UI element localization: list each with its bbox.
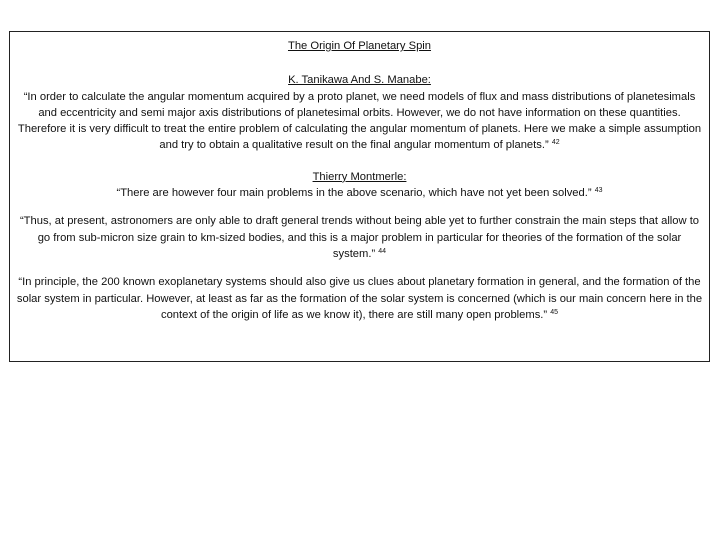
quote-paragraph	[10, 89, 709, 154]
quote-text: “There are however four main problems in the above scenario, which have not yet been solved.”	[116, 187, 592, 200]
footnote-ref: 44	[378, 247, 387, 255]
footnote-ref: 43	[594, 187, 603, 195]
quote-text: “Thus, at present, astronomers are only able to draft general trends without being able yet to further constrain the main steps that allow to go from sub-micron size grain to km-sized bodies, and this is a major problem in particular for theories of the formation of the solar system.”	[19, 215, 700, 260]
quote-paragraph	[10, 185, 709, 201]
author-montmerle: Thierry Montmerle:	[312, 170, 407, 183]
quote-paragraph	[10, 213, 709, 262]
quote-paragraph	[10, 274, 709, 323]
author-tanikawa-manabe: K. Tanikawa And S. Manabe:	[288, 74, 431, 87]
quote-text: “In order to calculate the angular momentum acquired by a proto planet, we need models of flux and mass distributions of planetesimals and eccentricity and semi major axis distributions of planetesimal orbits. However, we do not have information on these quantities. Therefore it is very difficult to treat the entire problem of calculating the angular momentum of planets. Here we make a simple assumption and try to obtain a qualitative result on the final angular momentum of planets.”	[17, 90, 702, 152]
slide-title: The Origin Of Planetary Spin	[287, 40, 432, 52]
quote-text: “In principle, the 200 known exoplanetary systems should also give us clues about planetary formation in general, and the formation of the solar system in particular. However, at least as far as the formation of the solar system is concerned (which is our main concern here in the context of the origin of life as we know it), there are still many open problems.”	[16, 276, 703, 321]
footnote-ref: 42	[551, 139, 560, 147]
footnote-ref: 45	[550, 308, 559, 316]
slide-frame	[9, 31, 710, 362]
slide-content	[10, 38, 709, 323]
